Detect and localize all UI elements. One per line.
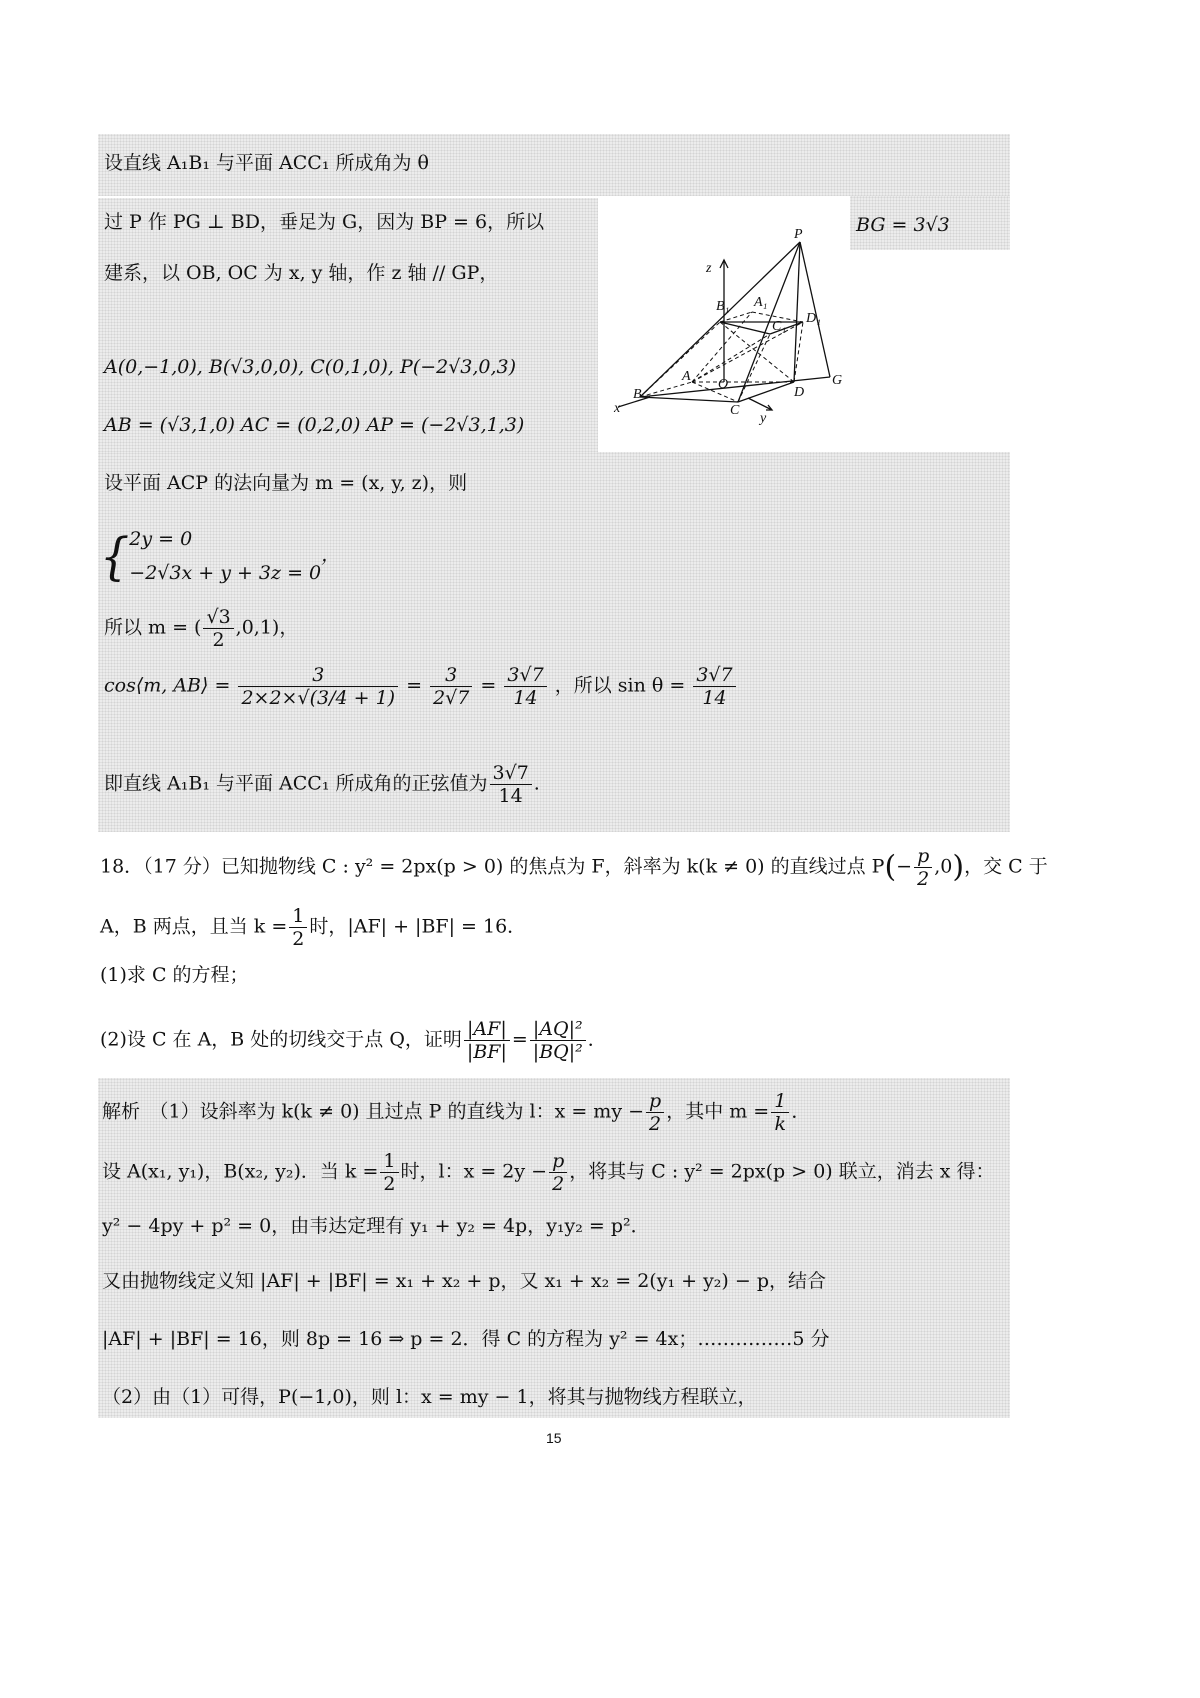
cosine-computation: cos⟨m, AB⟩ = $\frac{3}{2\times 2\times√(3/4 + 1)}$ = $\frac{3}{2√7}$ = $\frac{3√7}{14}$ ，所以 sin θ = $\frac{3√7}{14}$ [104,664,738,709]
conclusion-end: . [533,772,540,795]
cos-frac1-num: 3 [312,664,325,686]
q2-num1: |AF| [467,1018,507,1040]
problem18-line1: 18．（17 分）已知抛物线 C : y² = 2px(p > 0) 的焦点为 F，斜率为 k(k ≠ 0) 的直线过点 P(− $\frac{p}{2}$ ,0)，交 C 于 [100,845,1048,890]
cos-frac3-den: 14 [504,686,546,709]
edge-BB1 [640,322,720,397]
label-D: D [794,385,805,400]
label-D1: D₁ [806,311,821,326]
label-y: y [760,411,767,426]
analysis-line6: （2）由（1）可得，P(−1,0)，则 l：x = my − 1，将其与抛物线方程联立， [102,1386,757,1408]
k-den: 2 [289,927,307,950]
analysis-line3: y² − 4py + p² = 0，由韦达定理有 y₁ + y₂ = 4p，y₁y₂ = p²． [102,1215,650,1237]
cos-lhs: cos⟨m, AB⟩ = [104,674,231,697]
label-A1: A₁ [754,295,768,310]
cos-frac2-den: 2√7 [430,686,472,709]
label-A: A [682,369,691,384]
point-coordinates: A(0,−1,0), B(√3,0,0), C(0,1,0), P(−2√3,0,3) [104,356,517,378]
a2-p-num: p [552,1150,565,1172]
q2-num2: |AQ|² [532,1018,583,1040]
a1-p-num: p [649,1090,662,1112]
problem18-stem: 18．（17 分）已知抛物线 C : y² = 2px(p > 0) 的焦点为 F，斜率为 k(k ≠ 0) 的直线过点 P [100,855,885,878]
a1-m-den: k [771,1112,789,1135]
label-z: z [706,261,712,276]
normal-vector-intro: 设平面 ACP 的法向量为 m = (x, y, z)，则 [104,472,468,494]
sin-num: 3√7 [696,664,733,686]
system-equation-1: 2y = 0 [129,528,193,550]
cos-frac3-num: 3√7 [507,664,544,686]
question-1: (1)求 C 的方程； [100,964,249,986]
cos-frac1-den: 2×2×√(3/4 + 1) [238,686,398,709]
diag-AC1 [692,334,770,382]
q2-den2: |BQ|² [530,1040,586,1063]
sin-den: 14 [693,686,735,709]
system-end: ， [321,544,341,566]
normal-vector-result [104,606,298,651]
analysis-line5: |AF| + |BF| = 16，则 8p = 16 ⇒ p = 2．得 C 的方程为 y² = 4x；……………5 分 [102,1328,830,1350]
question-2-end: ． [587,1028,607,1051]
conclusion-num: 3√7 [492,762,529,784]
a2-k-den: 2 [380,1172,398,1195]
analysis-2-mid: 时，l：x = 2y − [400,1160,548,1183]
line-angle-statement: 设直线 A₁B₁ 与平面 ACC₁ 所成角为 θ [104,152,429,174]
equation-system [100,522,340,590]
label-x: x [614,401,621,416]
a1-p-den: 2 [646,1112,664,1135]
conclusion-text: 即直线 A₁B₁ 与平面 ACC₁ 所成角的正弦值为 [104,772,488,795]
problem18-line2 [100,905,526,950]
edge-AC [692,382,738,402]
question-2: (2)设 C 在 A，B 处的切线交于点 Q，证明 $\frac{|AF|}{|BF|}$ = $\frac{\text{|AQ|²}}{\text{|BQ|²}}$ ． [100,1018,607,1063]
point-p-den: 2 [914,867,932,890]
system-equation-2: −2√3x + y + 3z = 0 [129,562,322,584]
conclusion-den: 14 [490,784,532,807]
k-num: 1 [292,905,305,927]
label-O: O [718,377,729,392]
a2-p-den: 2 [549,1172,567,1195]
analysis-2-end: ，将其与 C : y² = 2px(p > 0) 联立，消去 x 得： [569,1160,995,1183]
label-B: B [633,387,642,402]
vector-coordinates: AB = (√3,1,0) AC = (0,2,0) AP = (−2√3,1,3) [104,414,525,436]
label-C: C [730,403,740,418]
analysis-1-mid: ，其中 m = [666,1100,770,1123]
m-result-denominator: 2 [203,628,233,651]
label-C1: C₁ [772,319,787,334]
cos-frac2-num: 3 [445,664,458,686]
label-G: G [832,373,843,388]
analysis-1-end: ． [791,1100,811,1123]
a1-m-num: 1 [774,1090,787,1112]
a2-k-num: 1 [383,1150,396,1172]
point-p-num: p [917,845,930,867]
analysis-line2 [102,1150,995,1195]
edge-PG [800,242,830,377]
conclusion [104,762,540,807]
pyramid-figure [600,222,850,432]
label-B1: B₁ [716,299,730,314]
problem18-stem-end: ，交 C 于 [964,855,1048,878]
analysis-line1 [102,1090,810,1135]
bg-value: BG = 3√3 [856,214,950,236]
analysis-1-text: 解析 （1）设斜率为 k(k ≠ 0) 且过点 P 的直线为 l：x = my − [102,1100,645,1123]
question-2-text: (2)设 C 在 A，B 处的切线交于点 Q，证明 [100,1028,462,1051]
edge-CD [738,382,794,402]
problem18-condition: A，B 两点，且当 k = [100,915,288,938]
edge-BC [640,397,738,402]
sin-text: ，所以 sin θ = [554,674,686,697]
analysis-line4: 又由抛物线定义知 |AF| + |BF| = x₁ + x₂ + p，又 x₁ + x₂ = 2(y₁ + y₂) − p，结合 [102,1270,826,1292]
problem18-condition-end: 时，|AF| + |BF| = 16． [309,915,527,938]
m-result-suffix: ,0,1)， [235,616,299,639]
page-number: 15 [546,1430,562,1446]
coordinate-setup: 建系，以 OB, OC 为 x, y 轴，作 z 轴 // GP， [104,262,499,284]
system-brace: { [100,526,130,586]
q2-den1: |BF| [464,1040,510,1063]
pg-perpendicular-statement: 过 P 作 PG ⊥ BD，垂足为 G，因为 BP = 6，所以 [104,211,545,233]
y-axis [748,398,772,410]
m-result-numerator: √3 [206,606,231,628]
m-result-prefix: 所以 m = ( [104,616,202,639]
analysis-2-text: 设 A(x₁, y₁)，B(x₂, y₂)．当 k = [102,1160,379,1183]
label-P: P [794,227,803,242]
